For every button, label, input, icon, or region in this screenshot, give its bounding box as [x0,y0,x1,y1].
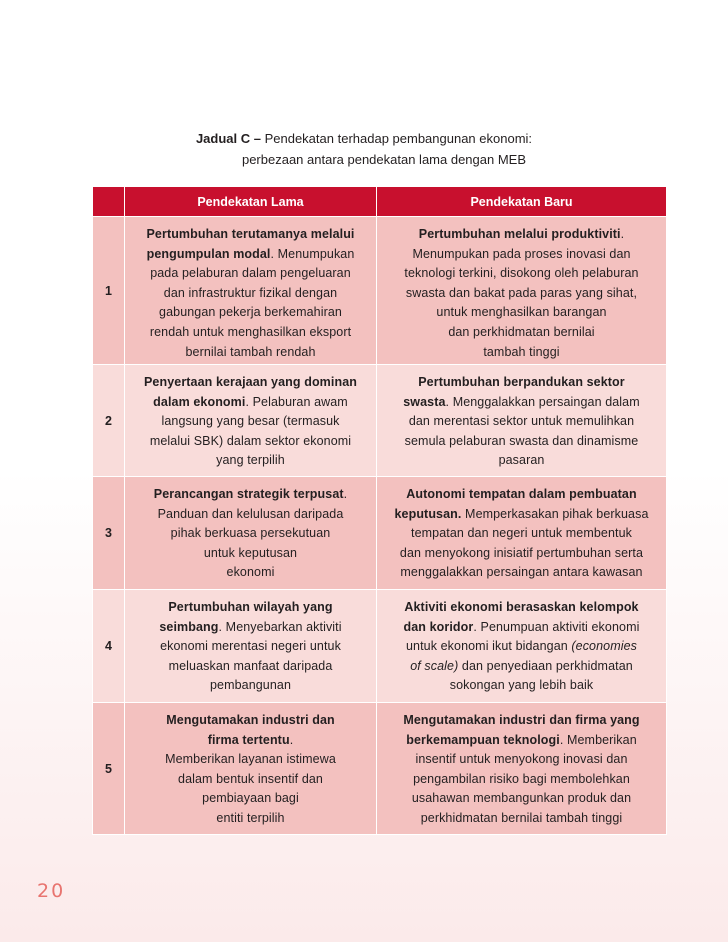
text-run: pada pelaburan dalam pengeluaran [150,266,351,281]
text-run: perkhidmatan bernilai tambah tinggi [420,810,623,825]
text-run: rendah untuk menghasilkan eksport [149,324,352,339]
text-run: dan penyediaan perkhidmatan [458,658,633,673]
text-line [131,731,370,751]
text-run: langsung yang besar (termasuk [161,414,340,429]
old-approach-text [125,703,376,829]
text-run: gabungan pekerja berkemahiran [159,305,342,320]
bold-text: Pertumbuhan wilayah yang [168,600,333,614]
text-line [383,657,660,677]
old-approach-cell [125,217,377,365]
text-run: . [289,732,294,747]
old-approach-cell [125,703,377,835]
text-line [383,598,660,618]
caption-title-line-1: Pendekatan terhadap pembangunan ekonomi: [260,131,533,146]
text-run: . [343,487,348,501]
text-line [383,809,660,829]
text-run: melalui SBK) dalam sektor ekonomi [149,433,352,448]
text-line [131,264,370,284]
text-run: Memperkasakan pihak berkuasa [461,506,649,521]
text-run: Memberikan layanan istimewa [165,752,336,767]
text-line [131,770,370,790]
bold-text: swasta [403,394,446,409]
text-line [383,637,660,657]
new-approach-cell [377,365,667,477]
bold-text: berkemampuan teknologi [406,732,560,747]
new-approach-text [377,703,666,829]
text-run: semula pelaburan swasta dan dinamisme [404,433,639,448]
bold-text: pengumpulan modal [146,246,271,261]
text-line [131,809,370,829]
bold-text: Pertumbuhan berpandukan sektor [418,375,625,389]
text-line [383,323,660,343]
text-line [131,432,370,452]
text-line [131,485,370,505]
text-run: untuk keputusan [203,545,298,560]
old-approach-text [125,477,376,583]
new-approach-text [377,365,666,471]
text-line [131,618,370,638]
text-run: sokongan yang lebih baik [449,678,594,693]
text-line [383,524,660,544]
text-line [383,618,660,638]
bold-text: dan koridor [403,619,474,634]
text-line [131,393,370,413]
text-line [383,563,660,583]
old-approach-cell [125,477,377,590]
text-run: pembiayaan bagi [202,791,299,806]
bold-text: Autonomi tempatan dalam pembuatan [406,487,637,501]
table-row [93,365,667,477]
text-line [131,303,370,323]
text-line [131,412,370,432]
text-run: menggalakkan persaingan antara kawasan [400,565,643,580]
text-line [131,563,370,583]
text-run: tambah tinggi [483,344,560,359]
text-line [131,451,370,471]
text-line [131,343,370,363]
text-line [383,731,660,751]
row-number: 1 [93,217,125,365]
bold-text: Mengutamakan industri dan [166,713,335,727]
text-line [383,750,660,770]
comparison-table [92,186,667,835]
text-line [131,598,370,618]
text-run: Menumpukan pada proses inovasi dan [412,246,631,261]
text-line [383,505,660,525]
text-run: ekonomi [226,565,275,580]
text-line [383,544,660,564]
text-run: entiti terpilih [216,810,285,825]
text-run: pasaran [498,453,545,468]
text-run: yang terpilih [216,453,285,468]
text-run: dan menyokong inisiatif pertumbuhan serta [399,545,644,560]
old-approach-text [125,217,376,362]
italic-text: of scale) [410,658,459,673]
text-run: teknologi terkini, disokong oleh pelaburan [404,266,639,281]
text-run: dalam bentuk insentif dan [178,771,323,786]
text-run: untuk ekonomi ikut bidangan [405,639,572,654]
text-line [383,412,660,432]
text-run: bernilai tambah rendah [185,344,316,359]
caption-title-line-2: perbezaan antara pendekatan lama dengan MEB [241,152,527,167]
text-line [383,284,660,304]
text-line [383,245,660,265]
text-run: . Menggalakkan persaingan dalam [445,394,640,409]
text-line [131,637,370,657]
header-old-approach: Pendekatan Lama [125,187,377,217]
row-number: 3 [93,477,125,590]
text-line [131,524,370,544]
text-run: dan infrastruktur fizikal dengan [163,285,338,300]
table-row [93,703,667,835]
bold-text: keputusan. [394,506,462,521]
row-number: 5 [93,703,125,835]
text-run: tempatan dan negeri untuk membentuk [411,526,632,541]
new-approach-text [377,477,666,583]
text-run: pihak berkuasa persekutuan [170,526,331,541]
text-line [383,393,660,413]
text-run: . Penumpuan aktiviti ekonomi [473,619,640,634]
text-line [131,245,370,265]
table-row [93,477,667,590]
text-run: untuk menghasilkan barangan [436,305,607,320]
caption-line-1 [196,131,532,146]
text-line [131,225,370,245]
text-line [131,544,370,564]
text-run: . Memberikan [559,732,637,747]
new-approach-cell [377,590,667,703]
page-number: 20 [37,880,66,902]
text-run: . Menyebarkan aktiviti [218,619,342,634]
row-number: 2 [93,365,125,477]
text-run: . Pelaburan awam [245,394,348,409]
text-run: meluaskan manfaat daripada [168,658,333,673]
caption-label: Jadual C – [195,131,261,146]
text-line [131,323,370,343]
bold-text: Mengutamakan industri dan firma yang [403,713,640,727]
text-line [383,225,660,245]
text-line [383,789,660,809]
text-run: swasta dan bakat pada paras yang sihat, [405,285,638,300]
table-row [93,590,667,703]
table-row [93,217,667,365]
bold-text: seimbang [159,619,219,634]
text-line [131,676,370,696]
old-approach-text [125,365,376,471]
text-line [383,451,660,471]
old-approach-text [125,590,376,696]
text-run: pengambilan risiko bagi membolehkan [413,771,630,786]
header-new-approach: Pendekatan Baru [377,187,667,217]
text-line [383,264,660,284]
bold-text: Penyertaan kerajaan yang dominan [143,375,357,389]
text-line [131,284,370,304]
new-approach-cell [377,477,667,590]
bold-text: dalam ekonomi [153,394,246,409]
text-line [383,770,660,790]
text-line [131,657,370,677]
text-line [131,373,370,393]
bold-text: Aktiviti ekonomi berasaskan kelompok [404,600,639,614]
bold-text: firma tertentu [207,732,290,747]
text-line [131,711,370,731]
text-run: usahawan membangunkan produk dan [411,791,632,806]
header-number [93,187,125,217]
text-run: ekonomi merentasi negeri untuk [160,639,341,654]
text-line [383,485,660,505]
bold-text: Pertumbuhan terutamanya melalui [146,227,355,241]
row-number: 4 [93,590,125,703]
bold-text: Perancangan strategik terpusat [153,487,344,501]
text-line [131,750,370,770]
table-caption [0,128,728,170]
text-line [383,373,660,393]
new-approach-text [377,217,666,362]
text-line [131,505,370,525]
old-approach-cell [125,365,377,477]
new-approach-text [377,590,666,696]
bold-text: Pertumbuhan melalui produktiviti [418,227,621,241]
text-line [383,676,660,696]
italic-text: (economies [571,639,638,654]
text-line [383,343,660,363]
text-line [383,711,660,731]
text-run: dan merentasi sektor untuk memulihkan [408,414,635,429]
new-approach-cell [377,703,667,835]
text-line [131,789,370,809]
text-line [383,432,660,452]
text-run: Panduan dan kelulusan daripada [157,506,344,521]
text-run: . Menumpukan [270,246,355,261]
text-run: insentif untuk menyokong inovasi dan [415,752,628,767]
old-approach-cell [125,590,377,703]
text-run: pembangunan [209,678,292,693]
table-header-row [93,187,667,217]
new-approach-cell [377,217,667,365]
text-run: dan perkhidmatan bernilai [448,324,595,339]
text-run: . [620,227,625,241]
text-line [383,303,660,323]
